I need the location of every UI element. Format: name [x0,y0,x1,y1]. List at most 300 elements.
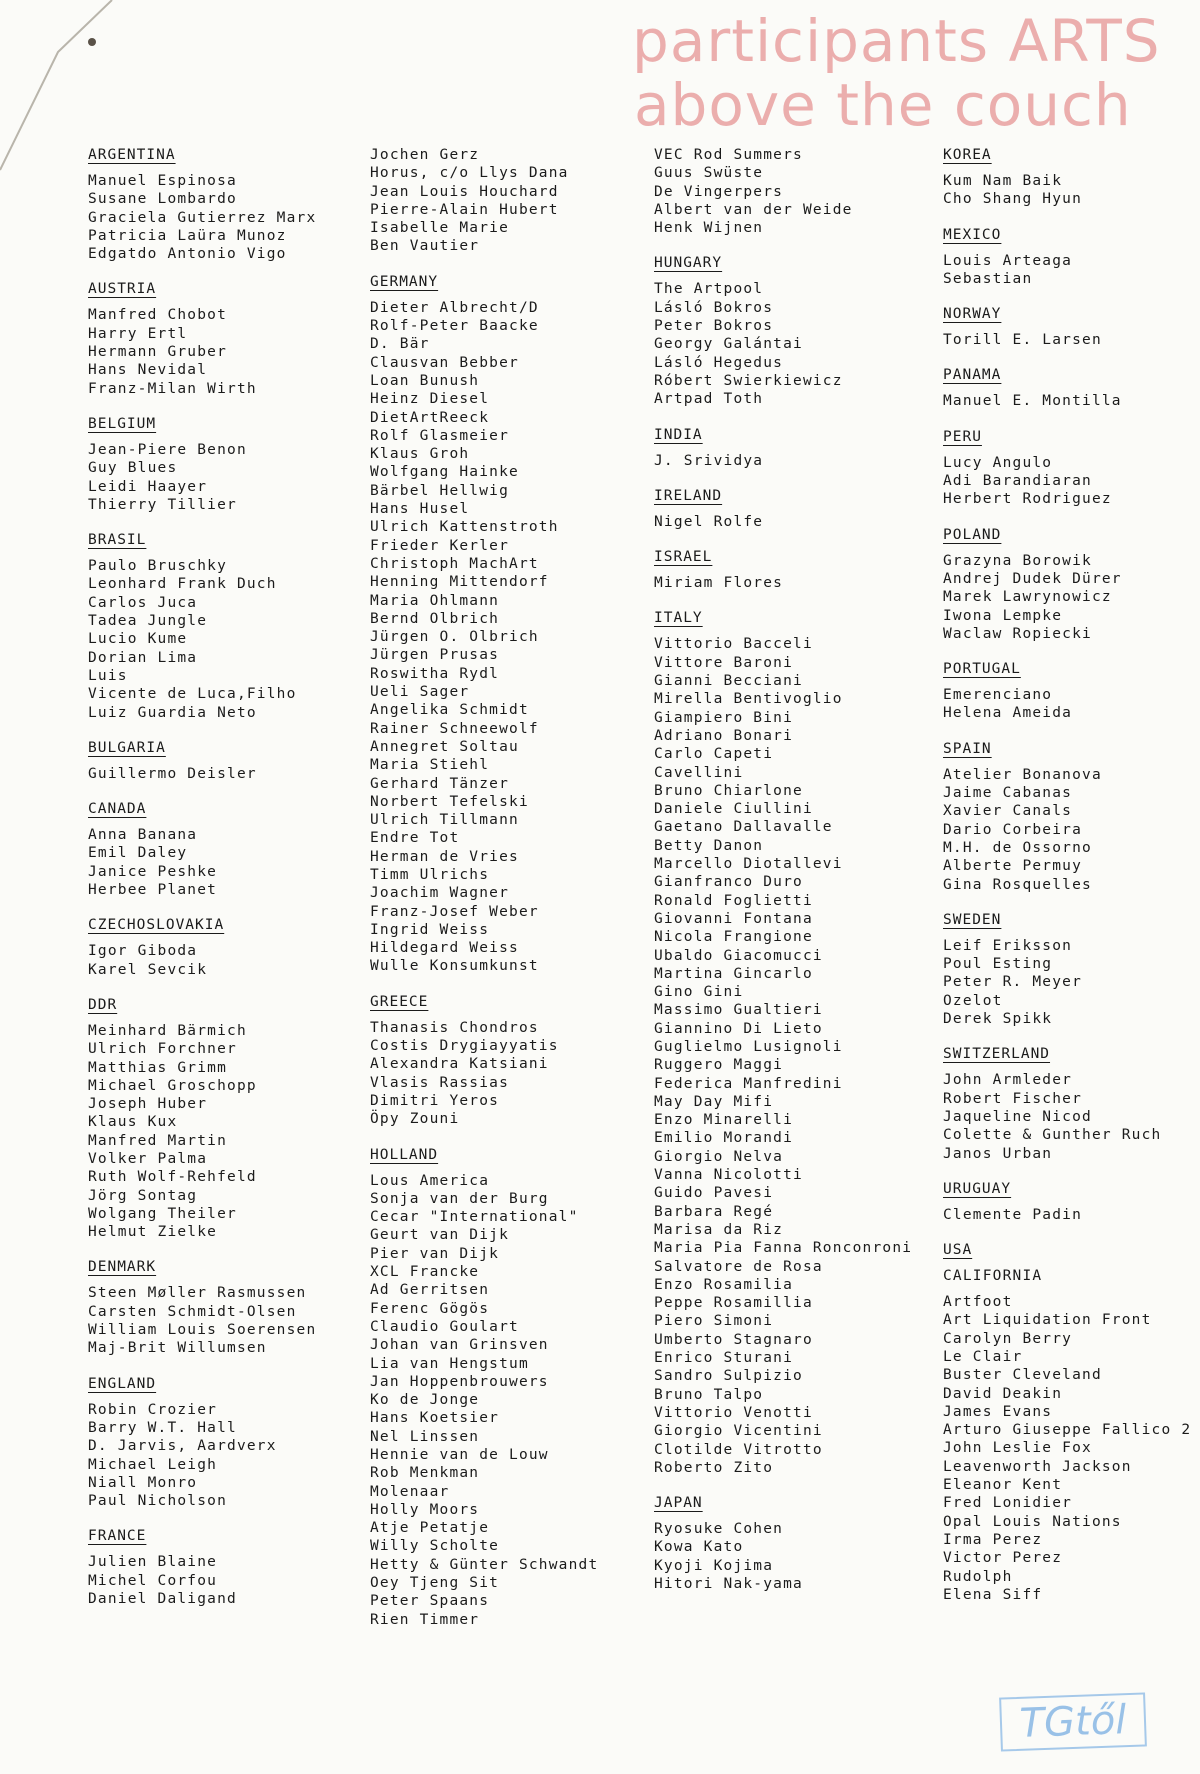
participant-name: Herman de Vries [370,848,519,865]
participant-name: Maria Pia Fanna Ronconroni [654,1240,913,1257]
participant-name: Dieter Albrecht/D [370,299,539,316]
participants-column-4 [943,146,1193,1621]
participant-name: Albert van der Weide [654,201,853,218]
country-heading: IRELAND [654,487,723,504]
participant-name: Costis Drygiayyatis [370,1038,559,1055]
participant-name: Herbert Rodriguez [943,491,1112,508]
participant-name: Rob Menkman [370,1465,480,1482]
participant-name: Marisa da Riz [654,1221,784,1238]
participant-name: Giovanni Fontana [654,910,813,927]
participant-name: Guus Swüste [654,165,764,182]
participant-list [88,306,368,397]
participant-name: Jean Louis Houchard [370,183,559,200]
participant-name: Manfred Martin [88,1132,228,1149]
participant-name: Lous America [370,1172,490,1189]
country-section [943,660,1193,723]
participant-name: Cavellini [654,764,744,781]
participant-name: Cecar "International" [370,1209,579,1226]
country-heading: URUGUAY [943,1180,1012,1197]
participant-name: Rudolph [943,1568,1013,1585]
participant-name: Volker Palma [88,1150,208,1167]
participant-name: Hermann Gruber [88,344,228,361]
participant-name: Hitori Nak-yama [654,1576,803,1592]
participant-name: Alberte Permuy [943,858,1083,875]
participant-list [88,1284,368,1357]
participant-name: Paulo Bruschky [88,558,228,575]
country-heading: BULGARIA [88,739,166,756]
participant-name: Ulrich Forchner [88,1041,237,1058]
tg-watermark-stamp: TGtől [999,1692,1147,1751]
participant-name: Roberto Zito [654,1459,774,1476]
participant-name: Peter Spaans [370,1593,490,1610]
participant-name: Giorgio Vicentini [654,1423,823,1440]
participant-name: Lásló Hegedus [654,354,784,371]
participant-name: Frieder Kerler [370,537,510,554]
participant-name: Carsten Schmidt-Olsen [88,1303,297,1320]
participant-name: D. Jarvis, Aardverx [88,1438,277,1455]
participant-name: Vanna Nicolotti [654,1167,803,1184]
participant-name: Michel Corfou [88,1572,218,1589]
country-section [943,1241,1193,1604]
participant-name: Leidi Haayer [88,478,208,495]
participant-name: Carlos Juca [88,594,198,611]
participant-name: Janos Urban [943,1145,1053,1162]
country-section [654,426,934,470]
participant-name: Willy Scholte [370,1538,500,1555]
country-section [943,740,1193,894]
participant-name: Klaus Groh [370,446,470,463]
participant-name: Buster Cleveland [943,1367,1102,1384]
country-section [943,911,1193,1028]
participant-name: Henk Wijnen [654,220,764,237]
participant-name: Artfoot [943,1294,1013,1311]
participant-name: Helena Ameida [943,705,1073,722]
participant-name: Manfred Chobot [88,307,228,324]
participant-name: Ubaldo Giacomucci [654,947,823,964]
country-heading: BRASIL [88,532,147,549]
participant-name: Igor Giboda [88,943,198,960]
participant-list [654,635,934,1477]
participant-name: Colette & Gunther Ruch [943,1127,1162,1144]
participant-name: Claudio Goulart [370,1318,519,1335]
country-section [654,1494,934,1593]
participant-list [370,1019,650,1129]
participant-name: Pier van Dijk [370,1245,500,1262]
participant-name: Barbara Regé [654,1203,774,1220]
participant-list [370,299,650,976]
participant-list [654,513,934,531]
country-heading: INDIA [654,426,703,443]
participant-name: Herbee Planet [88,882,218,899]
participant-name: Dario Corbeira [943,821,1083,838]
participant-name: Atje Petatje [370,1520,490,1537]
participant-name: Andrej Dudek Dürer [943,570,1122,587]
participant-name: Peter R. Meyer [943,974,1083,991]
country-heading: USA [943,1242,973,1259]
participant-name: Iwona Lempke [943,607,1063,624]
participant-name: Hennie van de Louw [370,1447,549,1463]
participant-list [654,280,934,408]
participant-list [654,1520,934,1593]
participant-name: Wulle Konsumkunst [370,958,539,975]
participant-name: Robert Fischer [943,1090,1083,1107]
stamp-line-1: participants ARTS [632,7,1161,75]
participant-name: Opal Louis Nations [943,1513,1122,1530]
participant-name: Loan Bunush [370,372,480,389]
participant-name: Victor Perez [943,1550,1063,1567]
participant-name: Marcello Diotallevi [654,856,843,873]
participant-name: Ueli Sager [370,684,470,701]
participant-name: Salvatore de Rosa [654,1258,823,1275]
participant-name: Derek Spikk [943,1011,1053,1028]
country-heading: ARGENTINA [88,147,176,163]
participant-name: Ryosuke Cohen [654,1521,784,1538]
participant-name: Hans Husel [370,501,470,518]
participant-list [943,331,1193,349]
participant-name: Öpy Zouni [370,1111,460,1128]
participant-name: Clemente Padin [943,1206,1083,1223]
participant-name: Sonja van der Burg [370,1190,549,1207]
participant-name: Guido Pavesi [654,1185,774,1202]
country-heading: ENGLAND [88,1375,157,1392]
participant-name: Dimitri Yeros [370,1092,500,1109]
country-section [654,548,934,592]
country-heading: PORTUGAL [943,661,1021,678]
participant-name: Ferenc Gögös [370,1300,490,1317]
participant-name: Ko de Jonge [370,1392,480,1409]
country-section [654,254,934,408]
participant-list [88,441,368,514]
participant-name: Hildegard Weiss [370,940,519,957]
participant-name: Leavenworth Jackson [943,1458,1132,1475]
participant-name: Anna Banana [88,827,198,844]
participant-name: Jan Hoppenbrouwers [370,1373,549,1390]
participant-name: Alexandra Katsiani [370,1056,549,1073]
participant-name: Christoph MachArt [370,555,539,572]
participant-name: John Armleder [943,1072,1073,1089]
participant-name: Atelier Bonanova [943,766,1102,783]
participant-list [943,252,1193,289]
participant-name: Peter Bokros [654,318,774,335]
country-section [88,1527,368,1608]
participant-name: Vittorio Bacceli [654,636,813,653]
country-section [943,526,1193,643]
participant-name: Miriam Flores [654,575,784,592]
participant-name: Johan van Grinsven [370,1337,549,1354]
participant-list [943,172,1193,209]
participant-name: Bruno Chiarlone [654,782,803,799]
participant-name: Gina Rosquelles [943,876,1092,893]
participant-name: Carlo Capeti [654,746,774,763]
participant-name: Marek Lawrynowicz [943,589,1112,606]
region-subheading: CALIFORNIA [943,1268,1043,1285]
participant-list [943,454,1193,509]
country-section [88,415,368,514]
country-section [654,609,934,1477]
participant-name: Nigel Rolfe [654,513,764,530]
participant-name: Rainer Schneewolf [370,720,539,737]
participant-name: Daniele Ciullini [654,801,813,818]
participant-name: Holly Moors [370,1501,480,1518]
participant-list [88,942,368,979]
participant-name: Ulrich Kattenstroth [370,519,559,536]
participants-column-1 [88,146,368,1625]
participant-name: Sandro Sulpizio [654,1368,803,1385]
participant-name: Henning Mittendorf [370,574,549,591]
country-section [370,146,650,256]
participant-name: Maria Stiehl [370,757,490,774]
participant-list [943,392,1193,410]
participant-name: Clausvan Bebber [370,354,519,371]
participant-name: Ozelot [943,992,1003,1009]
country-section [943,428,1193,509]
participant-name: Harry Ertl [88,325,188,342]
participant-name: Manuel Espinosa [88,173,237,189]
participant-name: Guy Blues [88,460,178,477]
participant-name: Emerenciano [943,687,1053,704]
participant-name: Cho Shang Hyun [943,191,1083,208]
participant-name: Hetty & Günter Schwandt [370,1556,599,1573]
participant-name: Lucy Angulo [943,454,1053,471]
participant-name: Luis [88,667,128,684]
participant-name: William Louis Soerensen [88,1322,317,1339]
country-section [654,146,934,237]
participant-name: Louis Arteaga [943,252,1073,269]
participant-name: VEC Rod Summers [654,147,803,163]
participant-list [943,552,1193,643]
participant-list [370,146,650,256]
participant-name: Oey Tjeng Sit [370,1575,500,1592]
participant-list [654,452,934,470]
participant-name: Joseph Huber [88,1096,208,1113]
participant-name: Rolf Glasmeier [370,427,510,444]
participant-name: Artpad Toth [654,391,764,408]
participant-name: Kowa Kato [654,1539,744,1556]
participant-name: Giorgio Nelva [654,1148,784,1165]
country-heading: SPAIN [943,740,992,757]
participant-name: Jaqueline Nicod [943,1108,1092,1125]
country-heading: PERU [943,428,982,445]
participant-name: Ingrid Weiss [370,921,490,938]
participant-name: James Evans [943,1403,1053,1420]
participant-name: Michael Groschopp [88,1077,257,1094]
participant-name: Susane Lombardo [88,191,237,208]
country-section [370,273,650,976]
participant-name: Gianni Becciani [654,673,803,690]
participant-name: Martina Gincarlo [654,965,813,982]
participant-name: Manuel E. Montilla [943,393,1122,410]
country-section [943,1045,1193,1162]
participant-name: Elena Siff [943,1586,1043,1603]
participant-list [88,1553,368,1608]
participant-name: Emil Daley [88,845,188,862]
participant-list [654,146,934,237]
participant-list [943,937,1193,1028]
participant-name: Sebastian [943,270,1033,287]
country-section [943,305,1193,349]
country-section [943,146,1193,209]
participant-name: John Leslie Fox [943,1440,1092,1457]
participant-name: Guillermo Deisler [88,765,257,782]
country-heading: ISRAEL [654,549,713,566]
participant-name: Bärbel Hellwig [370,482,510,499]
participant-name: Georgy Galántai [654,336,803,353]
country-heading: DDR [88,996,118,1013]
country-heading: GERMANY [370,273,439,290]
participant-name: Molenaar [370,1483,450,1500]
participant-name: Gerhard Tänzer [370,775,510,792]
participant-name: Rolf-Peter Baacke [370,318,539,335]
participant-name: Lia van Hengstum [370,1355,529,1372]
participant-list [654,574,934,592]
participant-name: Clotilde Vitrotto [654,1441,823,1458]
participant-name: Rien Timmer [370,1611,480,1628]
country-heading: NORWAY [943,306,1002,323]
country-section [88,996,368,1242]
participant-name: Helmut Zielke [88,1224,218,1241]
participant-name: Matthias Grimm [88,1059,228,1076]
participant-name: Heinz Diesel [370,391,490,408]
participant-name: Leif Eriksson [943,937,1073,954]
participant-name: Ronald Foglietti [654,892,813,909]
participant-name: Ulrich Tillmann [370,812,519,829]
participant-name: Hans Koetsier [370,1410,500,1427]
participant-name: Geurt van Dijk [370,1227,510,1244]
participant-name: Jürgen Prusas [370,647,500,664]
country-heading: CANADA [88,801,147,818]
participant-name: Hans Nevidal [88,362,208,379]
participant-name: Enzo Minarelli [654,1112,794,1129]
country-heading: JAPAN [654,1495,703,1512]
participant-name: Kyoji Kojima [654,1557,774,1574]
participant-name: Grazyna Borowik [943,552,1092,569]
participants-column-3 [654,146,934,1610]
participant-name: Gino Gini [654,984,744,1001]
participant-name: Emilio Morandi [654,1130,794,1147]
participant-list [370,1172,650,1629]
country-section [88,1375,368,1511]
participant-name: Michael Leigh [88,1456,218,1473]
participant-name: D. Bär [370,336,430,353]
country-heading: MEXICO [943,226,1002,243]
country-heading: DENMARK [88,1259,157,1276]
participant-name: Mirella Bentivoglio [654,691,843,708]
participant-name: Eleanor Kent [943,1477,1063,1494]
participant-name: Bernd Olbrich [370,610,500,627]
participant-name: Steen Møller Rasmussen [88,1285,307,1302]
country-section [943,226,1193,289]
participant-name: Vlasis Rassias [370,1074,510,1091]
participant-name: Umberto Stagnaro [654,1331,813,1348]
country-heading: FRANCE [88,1528,147,1545]
participant-name: Vittorio Venotti [654,1404,813,1421]
participant-name: De Vingerpers [654,183,784,200]
country-section [370,1146,650,1629]
participant-name: Nel Linssen [370,1428,480,1445]
participant-name: Klaus Kux [88,1114,178,1131]
country-heading: SWEDEN [943,911,1002,928]
participant-list [943,766,1193,894]
participant-name: Maria Ohlmann [370,592,500,609]
participant-name: Jürgen O. Olbrich [370,629,539,646]
participant-name: Adi Barandiaran [943,473,1092,490]
participant-name: Tadea Jungle [88,613,208,630]
participant-name: Thierry Tillier [88,496,237,513]
participant-name: The Artpool [654,281,764,298]
country-section [88,531,368,722]
participant-list [943,1206,1193,1224]
participant-name: Nicola Frangione [654,929,813,946]
participant-name: Peppe Rosamillia [654,1295,813,1312]
participant-list [943,686,1193,723]
participant-name: Ad Gerritsen [370,1282,490,1299]
participant-name: Federica Manfredini [654,1075,843,1092]
participant-name: Torill E. Larsen [943,332,1102,349]
participant-name: Piero Simoni [654,1313,774,1330]
country-section [654,487,934,531]
participant-name: Jörg Sontag [88,1187,198,1204]
participant-name: Le Clair [943,1348,1023,1365]
participant-name: Wolgang Theiler [88,1205,237,1222]
participant-name: Endre Tot [370,830,460,847]
participant-name: Irma Perez [943,1531,1043,1548]
country-heading: BELGIUM [88,415,157,432]
participant-name: Ruth Wolf-Rehfeld [88,1169,257,1186]
participant-name: Thanasis Chondros [370,1019,539,1036]
participant-name: Janice Peshke [88,863,218,880]
participant-name: Róbert Swierkiewicz [654,372,843,389]
participant-name: Karel Sevcik [88,961,208,978]
country-section [943,366,1193,410]
participant-name: Leonhard Frank Duch [88,576,277,593]
participant-name: Roswitha Rydl [370,665,500,682]
participant-name: Edgatdo Antonio Vigo [88,246,287,263]
participant-name: Isabelle Marie [370,220,510,237]
participant-name: Ben Vautier [370,238,480,255]
stamp-line-2: above the couch [634,70,1132,139]
participant-name: Vicente de Luca,Filho [88,686,297,703]
country-section [943,1180,1193,1224]
country-section [88,916,368,979]
country-heading: AUSTRIA [88,281,157,298]
participant-list [88,172,368,263]
participant-name: Angelika Schmidt [370,702,529,719]
participant-name: Massimo Gualtieri [654,1002,823,1019]
country-section [88,800,368,899]
participant-name: Pierre-Alain Hubert [370,201,559,218]
participant-name: May Day Mifi [654,1093,774,1110]
country-heading: POLAND [943,526,1002,543]
country-heading: HUNGARY [654,255,723,272]
participant-name: Enzo Rosamilia [654,1276,794,1293]
participant-name: Jean-Piere Benon [88,441,247,458]
participant-name: Niall Monro [88,1474,198,1491]
country-section [88,280,368,397]
participant-name: Kum Nam Baik [943,173,1063,189]
participants-column-2 [370,146,650,1646]
participant-list [943,1293,1193,1604]
participant-list [88,765,368,783]
participant-name: Meinhard Bärmich [88,1022,247,1039]
participant-name: David Deakin [943,1385,1063,1402]
participant-name: Franz-Josef Weber [370,903,539,920]
participant-name: Horus, c/o Llys Dana [370,165,569,182]
participant-name: M.H. de Ossorno [943,839,1092,856]
participant-name: Timm Ulrichs [370,866,490,883]
participant-name: Franz-Milan Wirth [88,380,257,397]
participant-name: Lásló Bokros [654,299,774,316]
participant-name: Fred Lonidier [943,1495,1073,1512]
